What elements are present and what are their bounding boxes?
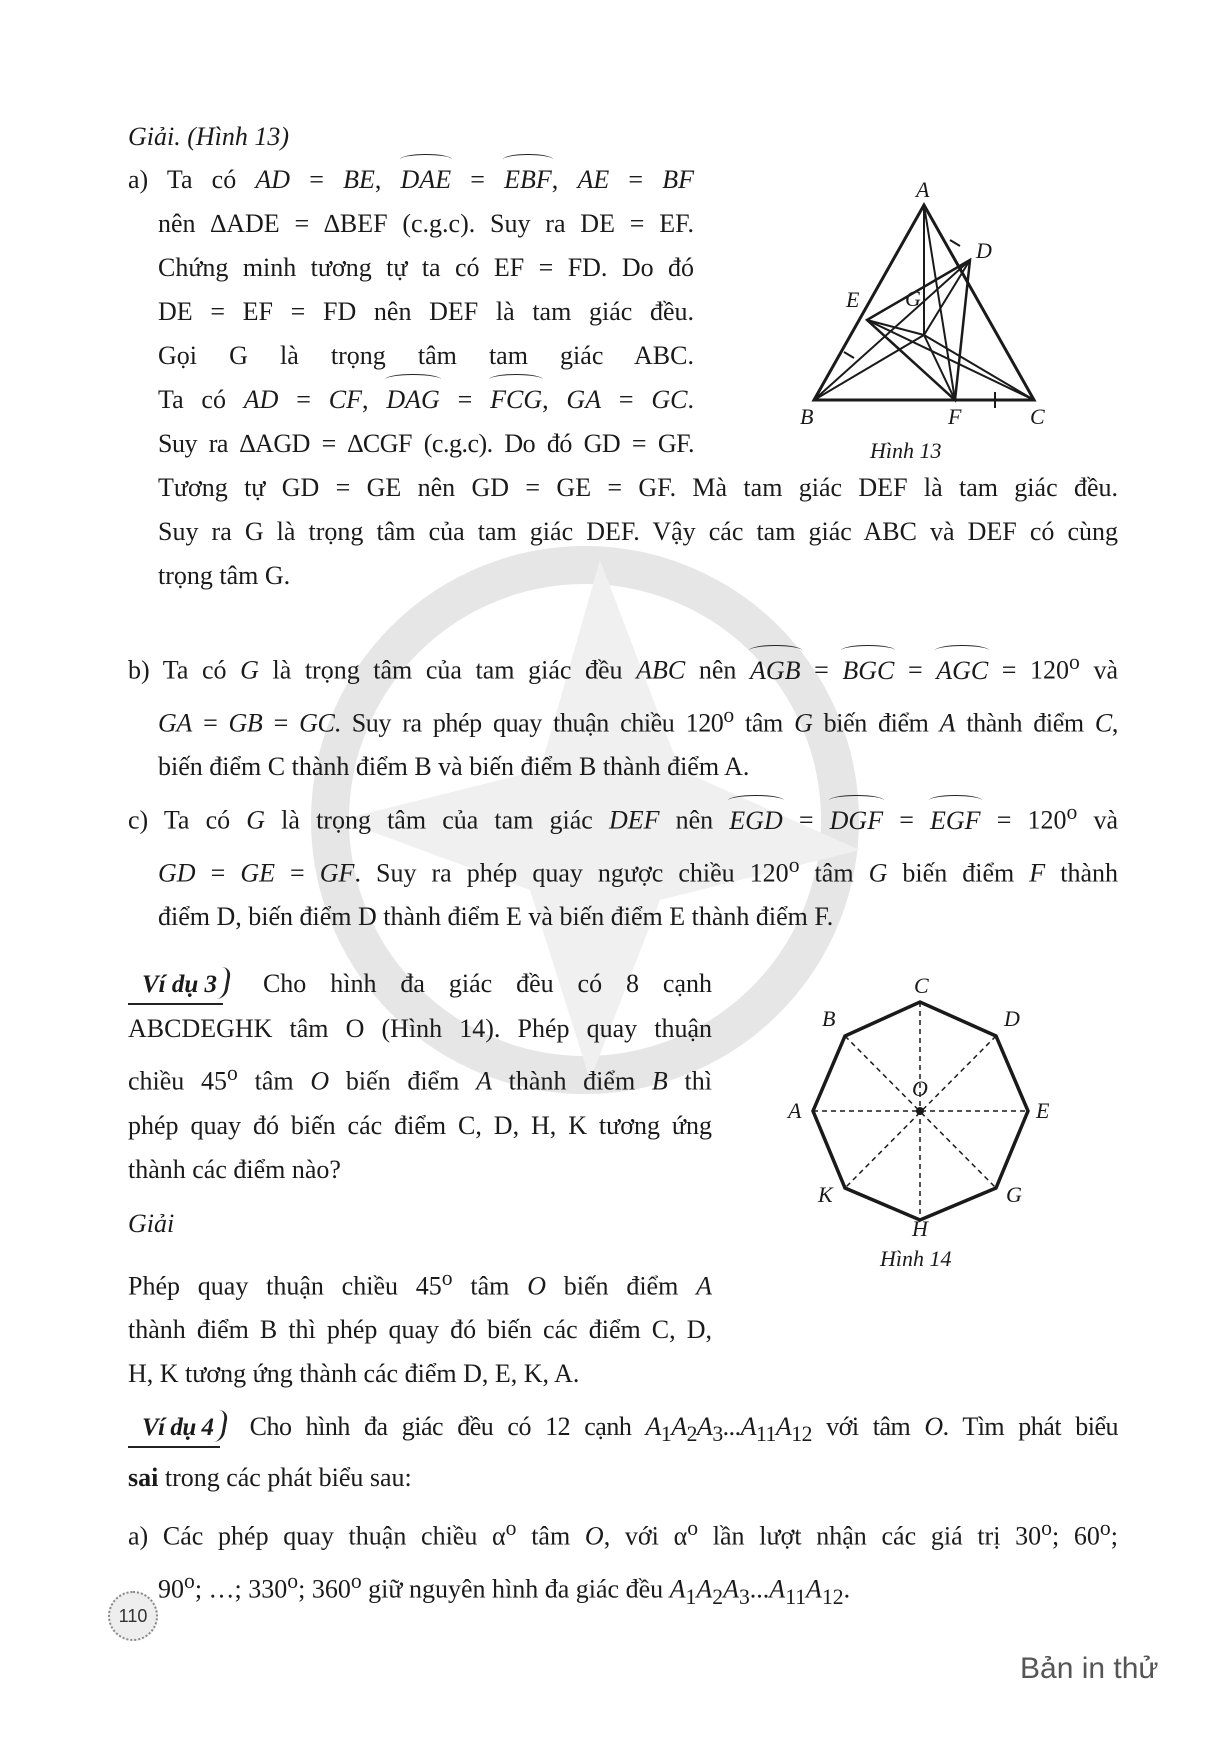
text-line: sai trong các phát biểu sau:: [128, 1463, 412, 1493]
text-line: a) Các phép quay thuận chiều $\alpha^o$ tâm O, với $\alpha^o$ lần lượt nhận các giá trị 30$^o$; 60$^o$;: [128, 1516, 1118, 1551]
text-line: H, K tương ứng thành các điểm D, E, K, A.: [128, 1359, 580, 1389]
text-line: trọng tâm G.: [158, 561, 291, 590]
label-o: O: [912, 1076, 928, 1101]
example-3-solution-label: Giải: [128, 1208, 175, 1238]
text-line: biến điểm C thành điểm B và biến điểm B thành điểm A.: [158, 752, 750, 782]
text-line: chiều 45$^o$ tâm O biến điểm A thành điểm B thì: [128, 1061, 712, 1096]
example-4: [128, 1405, 1118, 1619]
text-line: phép quay đó biến các điểm C, D, H, K tương ứng: [128, 1110, 712, 1140]
part-b-text: [128, 640, 1118, 789]
label-d: D: [976, 238, 992, 263]
text-line: c) Ta có G là trọng tâm của tam giác DEF nên EGD = DGF = EGF = $120^o$ và: [128, 790, 1118, 843]
text-line: nên ∆ADE = ∆BEF (c.g.c). Suy ra DE = EF.: [158, 209, 694, 238]
example-3-tag: Ví dụ 3: [128, 963, 231, 1007]
part-c-text: [128, 790, 1118, 939]
proof-watermark: Bản in thử: [1020, 1652, 1159, 1685]
text-line: Tương tự GD = GE nên GD = GE = GF. Mà tam giác DEF là tam giác đều.: [158, 473, 1118, 502]
label-e: E: [1036, 1098, 1050, 1123]
text-line: thành điểm B thì phép quay đó biến các điểm C, D,: [128, 1315, 712, 1345]
text-line: Gọi G là trọng tâm tam giác ABC.: [158, 341, 694, 370]
text-line: thành các điểm nào?: [128, 1154, 341, 1184]
page-number: 110: [108, 1591, 158, 1641]
label-c: C: [914, 973, 929, 998]
label-a: A: [788, 1098, 802, 1123]
label-h: H: [912, 1216, 928, 1241]
text-line: Suy ra ∆AGD = ∆CGF (c.g.c). Do đó GD = GF.: [158, 429, 694, 458]
label-g: G: [905, 286, 921, 311]
label-b: B: [822, 1006, 836, 1031]
label-e: E: [846, 287, 860, 312]
text-line: b) Ta có G là trọng tâm của tam giác đều ABC nên AGB = BGC = AGC = $120^o$ và: [128, 640, 1118, 693]
label-k: K: [818, 1182, 833, 1207]
label-g: G: [1006, 1182, 1022, 1207]
text-line: Chứng minh tương tự ta có EF = FD. Do đó: [158, 253, 694, 282]
text-line: điểm D, biến điểm D thành điểm E và biến điểm E thành điểm F.: [158, 902, 834, 932]
text-line: ABCDEGHK tâm O (Hình 14). Phép quay thuận: [128, 1014, 712, 1043]
text-line: GD = GE = GF. Suy ra phép quay ngược chiều 120$^o$ tâm G biến điểm F thành: [158, 852, 1118, 888]
text-line: Phép quay thuận chiều 45$^o$ tâm O biến điểm A: [128, 1265, 712, 1301]
label-c: C: [1030, 404, 1045, 429]
text-line: 90$^o$; …; 330$^o$; 360$^o$ giữ nguyên hình đa giác đều $A_1A_2A_3...A_{11}A_{12}$.: [158, 1568, 851, 1609]
figure-14: [780, 960, 1070, 1280]
label-a: A: [916, 180, 930, 202]
part-a-text-wide: [128, 466, 1118, 598]
example-3: [128, 962, 712, 1396]
text-line: a) Ta có AD = BE, DAE = EBF, AE = BF: [128, 158, 694, 202]
part-a-text: [128, 158, 694, 466]
figure-13-caption: Hình 13: [870, 438, 942, 463]
figure-13: [790, 180, 1070, 470]
example-4-tag: Ví dụ 4: [128, 1406, 228, 1450]
solution-header: Giải. (Hình 13): [128, 122, 290, 151]
figure-14-caption: Hình 14: [880, 1246, 952, 1271]
label-b: B: [800, 404, 814, 429]
text-line: GA = GB = GC. Suy ra phép quay thuận chiều 120$^o$ tâm G biến điểm A thành điểm C,: [158, 702, 1118, 738]
text-line: DE = EF = FD nên DEF là tam giác đều.: [158, 297, 694, 326]
label-f: F: [948, 404, 962, 429]
text-line: Ví dụ 3 Cho hình đa giác đều có 8 cạnh: [128, 962, 712, 1007]
text-line: Suy ra G là trọng tâm của tam giác DEF. Vậy các tam giác ABC và DEF có cùng: [158, 517, 1118, 546]
text-line: Ta có AD = CF, DAG = FCG, GA = GC.: [128, 378, 694, 422]
label-d: D: [1004, 1006, 1020, 1031]
text-line: Ví dụ 4 Cho hình đa giác đều có 12 cạnh $A_1A_2A_3...A_{11}A_{12}$ với tâm O. Tìm phát biểu: [128, 1405, 1118, 1456]
